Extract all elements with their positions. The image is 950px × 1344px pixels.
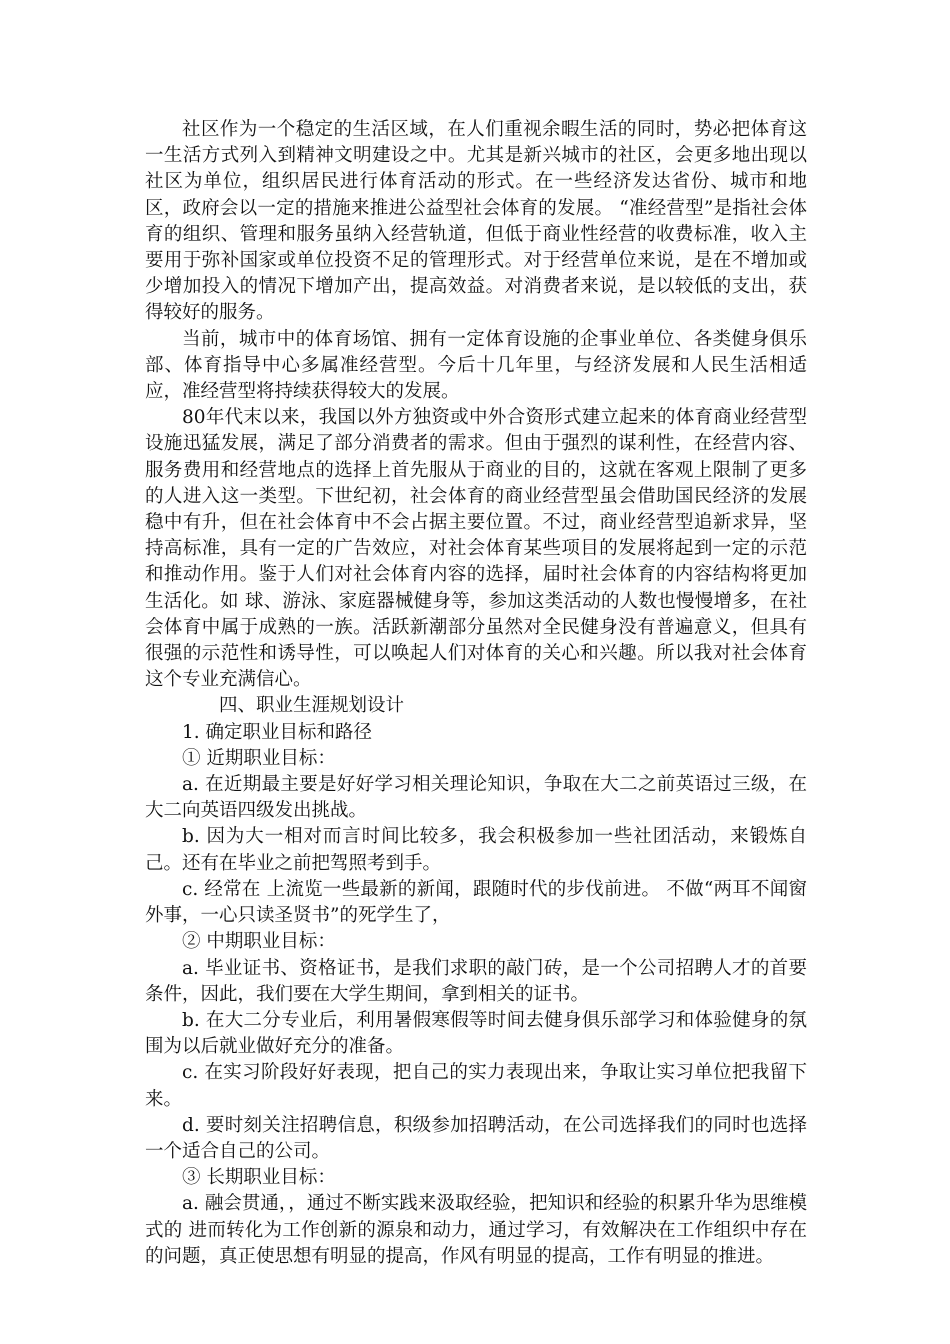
document-body [145, 117, 807, 1270]
near-term-item-b: b. 因为大一相对而言时间比较多，我会积极参加一些社团活动，来锻炼自己。还有在毕业之前把驾照考到手。 [145, 826, 807, 874]
mid-term-item-a: a. 毕业证书、资格证书，是我们求职的敲门砖，是一个公司招聘人才的首要条件，因此，我们要在大学生期间，拿到相关的证书。 [145, 957, 807, 1005]
mid-term-item-b: b. 在大二分专业后，利用暑假寒假等时间去健身俱乐部学习和体验健身的氛围为以后就业做好充分的准备。 [145, 1009, 807, 1058]
section-heading: 四、职业生涯规划设计 [219, 695, 405, 717]
mid-term-item-c: c. 在实习阶段好好表现，把自己的实力表现出来，争取让实习单位把我留下来。 [145, 1062, 807, 1110]
paragraph-community-sports: 社区作为一个稳定的生活区域，在人们重视余暇生活的同时，势必把体育这一生活方式列入到精神文明建设之中。尤其是新兴城市的社区，会更多地出现以社区为单位，组织居民进行体育活动的形式。在一些经济发达省份、城市和地区，政府会以一定的措施来推进公益型社会体育的发展。 “准经营型”是指社会体育的组织、管理和服务虽纳入经营轨道，但低于商业性经营的收费标准，收入主要用于弥补国家或单位投资不足的管理形式。对于经营单位来说，是在不增加或少增加投入的情况下增加产出，提高效益。对消费者来说，是以较低的支出，获得较好的服务。 [145, 119, 807, 324]
near-term-item-c: c. 经常在 上流览一些最新的新闻，跟随时代的步伐前进。 不做“两耳不闻窗外事，一心只读圣贤书”的死学生了， [145, 878, 807, 927]
mid-term-item-d: d. 要时刻关注招聘信息，积级参加招聘活动，在公司选择我们的同时也选择一个适合自己的公司。 [145, 1114, 807, 1162]
near-term-title: ① 近期职业目标： [182, 747, 336, 769]
long-term-title: ③ 长期职业目标： [182, 1167, 336, 1189]
near-term-item-a: a. 在近期最主要是好好学习相关理论知识，争取在大二之前英语过三级，在大二向英语四级发出挑战。 [145, 774, 807, 822]
paragraph-quasi-business: 当前，城市中的体育场馆、拥有一定体育设施的企事业单位、各类健身俱乐部、体育指导中心多属准经营型。今后十几年里，与经济发展和人民生活相适应，准经营型将持续获得较大的发展。 [145, 328, 807, 403]
paragraph-commercial-sports: 80年代末以来，我国以外方独资或中外合资形式建立起来的体育商业经营型设施迅猛发展，满足了部分消费者的需求。但由于强烈的谋利性，在经营内容、服务费用和经营地点的选择上首先服从于商业的目的，这就在客观上限制了更多的人进入这一类型。下世纪初，社会体育的商业经营型虽会借助国民经济的发展稳中有升，但在社会体育中不会占据主要位置。不过，商业经营型追新求异，坚持高标准，具有一定的广告效应，对社会体育某些项目的发展将起到一定的示范和推动作用。鉴于人们对社会体育内容的选择，届时社会体育的内容结构将更加生活化。如 球、游泳、家庭器械健身等，参加这类活动的人数也慢慢增多，在社会体育中属于成熟的一族。活跃新潮部分虽然对全民健身没有普遍意义，但具有很强的示范性和诱导性，可以唤起人们对体育的关心和兴趣。所以我对社会体育这个专业充满信心。 [145, 407, 807, 691]
mid-term-title: ② 中期职业目标： [182, 931, 336, 953]
long-term-item-a: a. 融会贯通，，通过不断实践来汲取经验，把知识和经验的积累升华为思维模式的 进而转化为工作创新的源泉和动力，通过学习，有效解决在工作组织中存在的问题，真正使思想有明显的提高，作风有明显的提高，工作有明显的推进。 [145, 1193, 807, 1267]
sub-heading: 1. 确定职业目标和路径 [182, 721, 373, 743]
